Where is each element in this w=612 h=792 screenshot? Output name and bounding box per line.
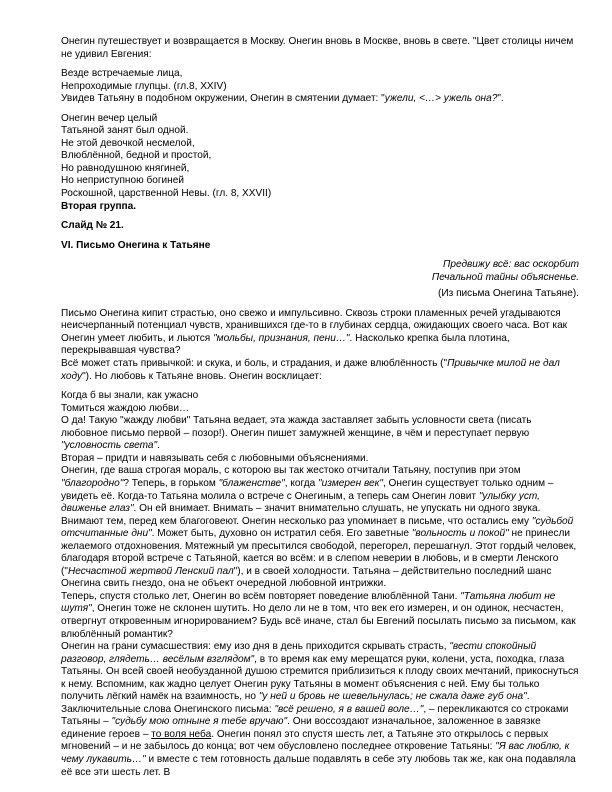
text-run: , Онегин существует только одним – увидеть её. Когда-то Татьяна молила о встрече с Онегиным, а теперь сам Онегин ловит <box>61 477 554 502</box>
poem-line: Роскошной, царственной Невы. (гл. 8, XXVII) <box>61 188 272 200</box>
italic-quote: "вольность и покой" <box>411 528 509 540</box>
italic-quote: Предвижу всё: вас оскорбит <box>443 259 579 271</box>
italic-quote: "Я вас люблю, к чему лукавить…" <box>61 741 570 765</box>
italic-quote: Печальной тайны объясненье. <box>431 271 579 283</box>
poem-quote-2 <box>61 113 579 201</box>
italic-quote: "мольбы, признания, пени…" <box>213 332 350 344</box>
italic-quote: "у ней и бровь не шевельнулась; не сжала даже губ она" <box>258 691 527 703</box>
body-paragraph <box>61 641 579 704</box>
italic-quote: "улыбку уст, движенье глаз" <box>61 490 540 515</box>
text-run: Письмо Онегина кипит страстью, оно свежо и импульсивно. Сквозь строки пламенных речей угадываются неисчерпанный потенциал чувств, хранившихся где-то в глубинах сердца, ожидающих своего часа. Вот как Онегин умеет любить, и льются <box>61 307 568 344</box>
slide-heading: Слайд № 21. <box>61 220 124 232</box>
text-run: . Онегин понял это спустя шесть лет, а Татьяне это открылось с первых мгновений – и не забылось до конца; вот чем обусловлено последнее откровение Татьяны: <box>61 728 549 753</box>
body-paragraph <box>61 358 579 383</box>
italic-quote: "судьбой отсчитанные дни" <box>61 515 574 540</box>
italic-quote: ужели, <…> ужель она? <box>384 93 498 105</box>
text-run: . <box>526 691 530 703</box>
text-run: Всё может стать привычкой: и скука, и боль, и страдания, и даже влюблённость (" <box>61 358 448 370</box>
body-paragraph: Вторая – придти и навязывать себя с любовными объяснениями. <box>61 452 369 464</box>
body-paragraph <box>61 704 579 779</box>
body-paragraph <box>61 308 579 358</box>
poem-line: Не этой девочкой несмелой, <box>61 137 195 149</box>
text-run: . Он ей внимает. Внимать – значит внимательно слушать, не упускать ни одного звука. Внимают тем, перед кем благоговеют. Онегин несколько раз упоминает в письме, что остались ему <box>61 503 541 527</box>
text-run: О да! Такую "жажду любви" Татьяна ведает, эта жажда заставляет забыть условности света (писать любовное письмо первой – позор!). Онегин пишет замужней женщине, в чём и переступает первую <box>61 415 532 439</box>
intro-paragraph: Онегин путешествует и возвращается в Москву. Онегин вновь в Москве, вновь в свете. "Цвет столицы ничем не удивил Евгения: <box>61 36 574 60</box>
poem-line: Влюблённой, бедной и простой, <box>61 150 212 162</box>
text-run: . Насколько крепка была плотина, перекрывавшая чувства? <box>61 332 510 357</box>
body-paragraph <box>61 591 579 641</box>
underlined-phrase: то воля неба <box>151 728 212 740</box>
body-paragraph <box>61 415 579 453</box>
poem-line: Непроходимые глупцы. (гл.8, XXIV) <box>61 80 227 92</box>
poem-line: Но равнодушною княгиней, <box>61 162 190 174</box>
document-page <box>61 36 579 779</box>
text-run: , когда <box>284 477 319 489</box>
poem-quote-3 <box>61 390 579 415</box>
text-run: Онегин, где ваша строгая мораль, с которою вы так жестоко отчитали Татьяну, поступив при этом <box>61 465 521 477</box>
italic-quote: "условность света" <box>61 440 158 452</box>
epigraph-line <box>61 259 579 272</box>
text-run: Заключительные слова Онегинского письма: <box>61 703 275 715</box>
text-run: и вместе с тем готовность дальше подавлять в себе эту любовь так же, как она подавляла её все эти шесть лет. В <box>61 753 576 778</box>
text-run: . Может быть, духовно он истратил себя. Его заветные <box>151 528 412 540</box>
epigraph-line <box>61 272 579 285</box>
text-run: Теперь, спустя столько лет, Онегин во всём повторяет поведение влюблённой Тани. <box>61 590 461 602</box>
section-heading: VI. Письмо Онегина к Татьяне <box>61 239 211 251</box>
text-run: "). Но любовь к Татьяне вновь. Онегин восклицает: <box>82 370 322 382</box>
italic-quote: "измерен век" <box>318 477 383 489</box>
text-run: не принесли желаемого отдохновения. Мятежный ум пресытился свободой, перегорел, перешагнул. Этот гордый человек, благодаря второй встрече с Татьяной, кается во всём: и в слепом неверии в любовь, и в смерти Ленского (" <box>61 528 577 577</box>
italic-quote: "судьбу мою отныне я тебе вручаю" <box>111 716 288 728</box>
italic-quote: "блаженстве" <box>218 477 285 489</box>
text-run: , Онегин тоже не склонен шутить. Но дело ли не в том, что век его измерен, и он одинок, несчастен, отвергнут откровенным игнорированием? Будь всё иначе, стал бы Евгений посылать письмо за письмом, как влюблённый романтик? <box>61 603 576 640</box>
text-run: . Они воссоздают изначальное, заложенное в завязке единение героев – <box>61 716 541 740</box>
group-heading: Вторая группа. <box>61 200 137 212</box>
poem-line: Татьяной занят был одной. <box>61 125 189 137</box>
poem-line: Томиться жаждою любви… <box>61 402 190 414</box>
poem-line: Когда б вы знали, как ужасно <box>61 390 199 402</box>
italic-quote: "Татьяна любит не шутя" <box>61 590 556 615</box>
text-run: "), и в своей холодности. Татьяна – действительно последний шанс Онегина свить гнездо, она не объект очередной любовной интрижки. <box>61 565 552 590</box>
text-run: , в то время как ему мерещатся руки, колени, уста, походка, глаза Татьяны. Он всей своей необузданной душою стремится приблизиться к плоду своих мечтаний, прикоснуться к нему. Вспомним, как жадно целует Онегин руку Татьяны в момент объяснения с ней. Ему бы только получить лёгкий намёк на взаимность, но <box>61 653 579 703</box>
text-run: . <box>157 440 160 452</box>
poem-line: Онегин вечер целый <box>61 112 158 124</box>
text-run: ". <box>497 93 504 105</box>
text-run: ? Теперь, в горьком <box>123 477 219 489</box>
poem-line: Но неприступною богиней <box>61 175 185 187</box>
italic-quote: "вести спокойный разговор, глядеть… весёлым взглядом" <box>61 641 537 665</box>
text-run: Онегин на грани сумасшествия: ему изо дня в день приходится скрывать страсть, <box>61 641 450 653</box>
seeing-paragraph <box>61 93 579 106</box>
epigraph <box>61 259 579 301</box>
text-run: , – перекликаются со строками Татьяны – <box>61 703 569 728</box>
italic-quote: "всё решено, я в вашей воле…" <box>274 703 424 715</box>
text-run: Увидев Татьяну в подобном окружении, Онегин в смятении думает: " <box>61 93 385 105</box>
poem-line: Везде встречаемые лица, <box>61 68 183 80</box>
italic-quote: "благородно" <box>61 477 124 489</box>
body-paragraph <box>61 465 579 590</box>
epigraph-source: (Из письма Онегина Татьяне). <box>438 288 579 300</box>
poem-quote-1 <box>61 68 579 93</box>
italic-quote: Несчастной жертвой Ленский пал <box>67 565 234 577</box>
italic-quote: Привычке милой не дал ходу <box>61 358 560 382</box>
